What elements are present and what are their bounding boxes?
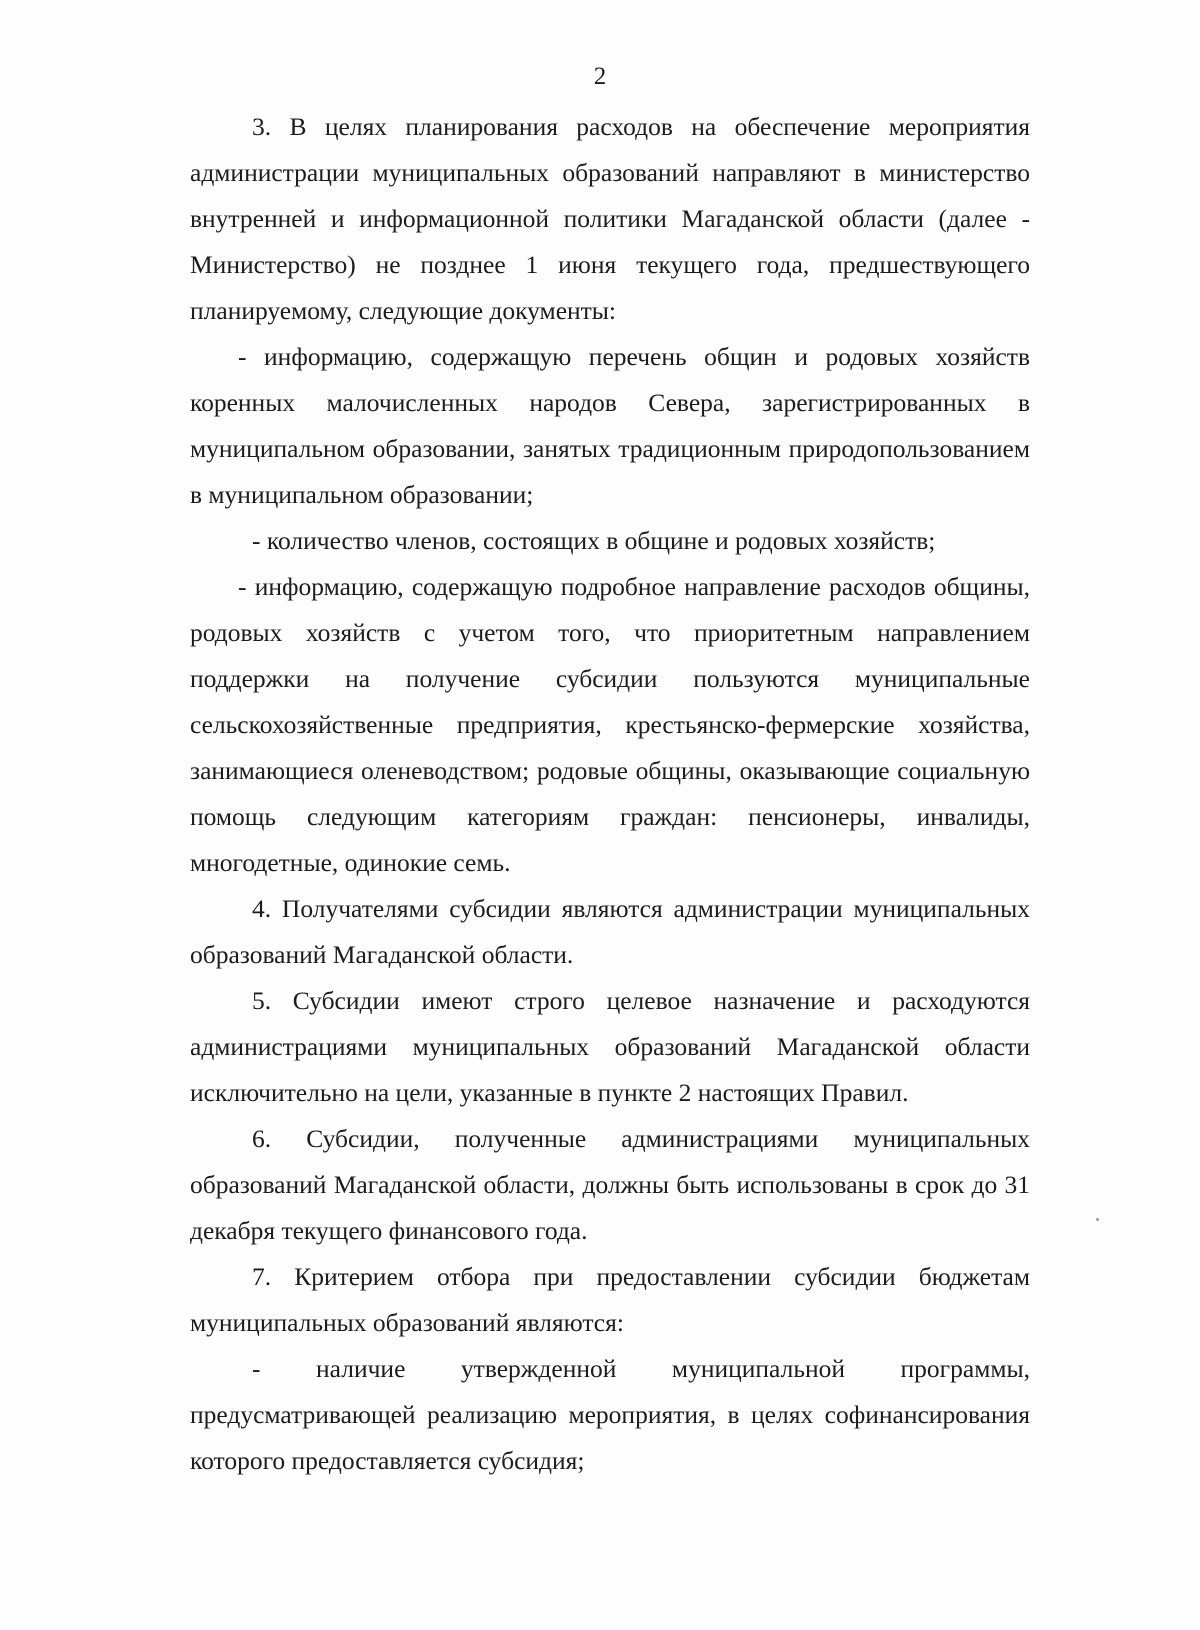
paragraph-4: 4. Получателями субсидии являются администрации муниципальных образований Магаданской области. <box>190 894 1030 969</box>
paragraph-5: 5. Субсидии имеют строго целевое назначение и расходуются администрациями муниципальных образований Магаданской области исключительно на цели, указанные в пункте 2 настоящих Правил. <box>190 986 1030 1107</box>
paragraph-3: 3. В целях планирования расходов на обеспечение мероприятия администрации муниципальных образований направляют в министерство внутренней и информационной политики Магаданской области (далее - Министерство) не позднее 1 июня текущего года, предшествующего планируемому, следующие документы: <box>190 112 1030 325</box>
paragraph-3-item-info-communities: - информацию, содержащую перечень общин и родовых хозяйств коренных малочисленных народов Севера, зарегистрированных в муниципальном образовании, занятых традиционным природопользованием в муниципальном образовании; <box>190 342 1030 509</box>
document-body <box>190 104 1030 1484</box>
paragraph-7: 7. Критерием отбора при предоставлении субсидии бюджетам муниципальных образований являются: <box>190 1262 1030 1337</box>
paragraph-6: 6. Субсидии, полученные администрациями муниципальных образований Магаданской области, должны быть использованы в срок до 31 декабря текущего финансового года. <box>190 1124 1030 1245</box>
paragraph-7-item-program: - наличие утвержденной муниципальной программы, предусматривающей реализацию мероприятия, в целях софинансирования которого предоставляется субсидия; <box>190 1354 1030 1475</box>
scan-artifact <box>1096 1218 1099 1221</box>
paragraph-3-item-expense-direction: - информацию, содержащую подробное направление расходов общины, родовых хозяйств с учетом того, что приоритетным направлением поддержки на получение субсидии пользуются муниципальные сельскохозяйственные предприятия, крестьянско-фермерские хозяйства, занимающиеся оленеводством; родовые общины, оказывающие социальную помощь следующим категориям граждан: пенсионеры, инвалиды, многодетные, одинокие семь. <box>190 572 1030 877</box>
page-number: 2 <box>593 63 607 90</box>
paragraph-3-item-member-count: - количество членов, состоящих в общине и родовых хозяйств; <box>252 526 936 555</box>
